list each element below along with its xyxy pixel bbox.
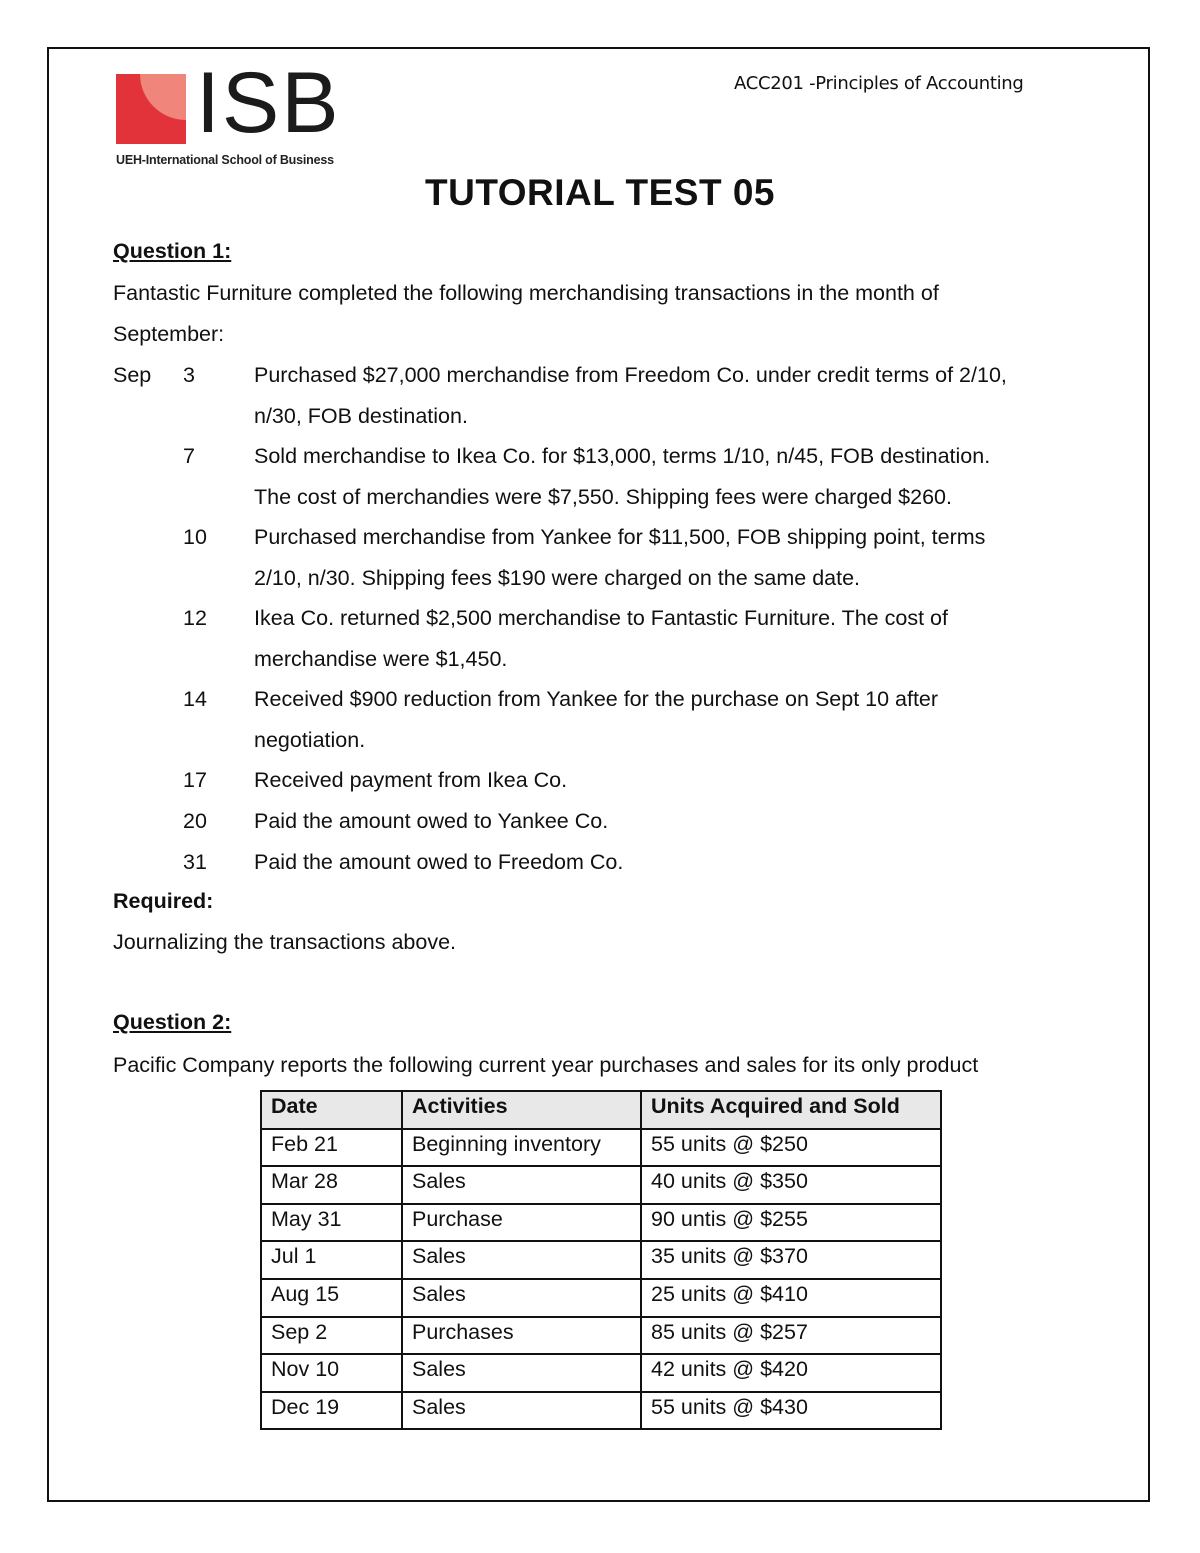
inventory-table: [260, 1090, 942, 1430]
page-title: TUTORIAL TEST 05: [425, 172, 775, 213]
table-row: [261, 1354, 941, 1392]
table-cell-activity: Sales: [402, 1392, 641, 1430]
table-cell-date: Aug 15: [261, 1279, 402, 1317]
table-cell-activity: Purchases: [402, 1317, 641, 1355]
question2-intro: Pacific Company reports the following current year purchases and sales for its only product: [113, 1053, 979, 1077]
transaction-description-line1: Ikea Co. returned $2,500 merchandise to Fantastic Furniture. The cost of: [254, 606, 948, 630]
table-row: [261, 1317, 941, 1355]
table-cell-date: Feb 21: [261, 1129, 402, 1167]
table-cell-date: Dec 19: [261, 1392, 402, 1430]
table-row: [261, 1392, 941, 1430]
transaction-day: 20: [183, 809, 207, 833]
table-cell-units: 25 units @ $410: [641, 1279, 941, 1317]
isb-logo: [116, 55, 356, 170]
column-header-date: Date: [261, 1091, 402, 1129]
required-label: Required:: [113, 889, 214, 913]
transaction-description-line2: negotiation.: [254, 727, 366, 752]
table-cell-date: Nov 10: [261, 1354, 402, 1392]
transaction-day: 3: [183, 363, 195, 387]
table-cell-activity: Sales: [402, 1241, 641, 1279]
transaction-description-line2: The cost of merchandies were $7,550. Shipping fees were charged $260.: [254, 484, 952, 509]
transaction-day: 17: [183, 768, 207, 792]
table-cell-date: May 31: [261, 1204, 402, 1242]
column-header-activities: Activities: [402, 1091, 641, 1129]
table-cell-activity: Sales: [402, 1354, 641, 1392]
table-header-row: [261, 1091, 941, 1129]
table-cell-units: 90 untis @ $255: [641, 1204, 941, 1242]
transaction-description-line1: Paid the amount owed to Freedom Co.: [254, 850, 624, 874]
table-cell-activity: Sales: [402, 1279, 641, 1317]
column-header-units: Units Acquired and Sold: [641, 1091, 941, 1129]
transaction-description-line1: Received $900 reduction from Yankee for the purchase on Sept 10 after: [254, 687, 939, 711]
table-cell-activity: Purchase: [402, 1204, 641, 1242]
transaction-description-line1: Received payment from Ikea Co.: [254, 768, 568, 792]
transaction-description-line1: Purchased $27,000 merchandise from Freedom Co. under credit terms of 2/10,: [254, 363, 1007, 387]
transaction-description: [254, 355, 1094, 436]
transaction-description-line1: Purchased merchandise from Yankee for $11,500, FOB shipping point, terms: [254, 525, 986, 549]
transaction-day: 10: [183, 525, 207, 549]
transaction-description: [254, 598, 1094, 679]
transaction-description-line1: Sold merchandise to Ikea Co. for $13,000, terms 1/10, n/45, FOB destination.: [254, 444, 991, 468]
required-text: Journalizing the transactions above.: [113, 930, 457, 954]
transaction-description-line2: 2/10, n/30. Shipping fees $190 were charged on the same date.: [254, 565, 861, 590]
table-cell-units: 85 units @ $257: [641, 1317, 941, 1355]
logo-text: ISB: [196, 55, 341, 151]
table-cell-units: 35 units @ $370: [641, 1241, 941, 1279]
table-row: [261, 1279, 941, 1317]
table-cell-units: 55 units @ $430: [641, 1392, 941, 1430]
logo-mark-icon: [116, 74, 186, 144]
table-cell-units: 40 units @ $350: [641, 1166, 941, 1204]
table-cell-date: Mar 28: [261, 1166, 402, 1204]
table-cell-units: 55 units @ $250: [641, 1129, 941, 1167]
question1-intro-line2: September:: [113, 321, 225, 346]
transaction-description: [254, 760, 1094, 801]
logo-subtitle: UEH-International School of Business: [116, 153, 334, 167]
question1-heading: Question 1:: [113, 239, 232, 263]
table-cell-date: Sep 2: [261, 1317, 402, 1355]
course-title: ACC201 -Principles of Accounting: [734, 73, 1024, 94]
transaction-description: [254, 842, 1094, 883]
transaction-description-line2: merchandise were $1,450.: [254, 646, 508, 671]
transaction-description: [254, 801, 1094, 842]
table-cell-activity: Beginning inventory: [402, 1129, 641, 1167]
transaction-description-line1: Paid the amount owed to Yankee Co.: [254, 809, 609, 833]
question1-intro: [113, 273, 1073, 354]
transaction-day: 31: [183, 850, 207, 874]
question2-heading: Question 2:: [113, 1010, 232, 1034]
table-cell-units: 42 units @ $420: [641, 1354, 941, 1392]
table-row: [261, 1166, 941, 1204]
table-row: [261, 1204, 941, 1242]
table-row: [261, 1129, 941, 1167]
transaction-day: 7: [183, 444, 195, 468]
transaction-day: 12: [183, 606, 207, 630]
transaction-month: Sep: [113, 363, 152, 387]
table-row: [261, 1241, 941, 1279]
table-cell-date: Jul 1: [261, 1241, 402, 1279]
transaction-description: [254, 679, 1094, 760]
transaction-day: 14: [183, 687, 207, 711]
transaction-description-line2: n/30, FOB destination.: [254, 403, 468, 428]
transaction-description: [254, 436, 1094, 517]
question1-intro-line1: Fantastic Furniture completed the following merchandising transactions in the month of: [113, 281, 939, 305]
transaction-description: [254, 517, 1094, 598]
table-cell-activity: Sales: [402, 1166, 641, 1204]
